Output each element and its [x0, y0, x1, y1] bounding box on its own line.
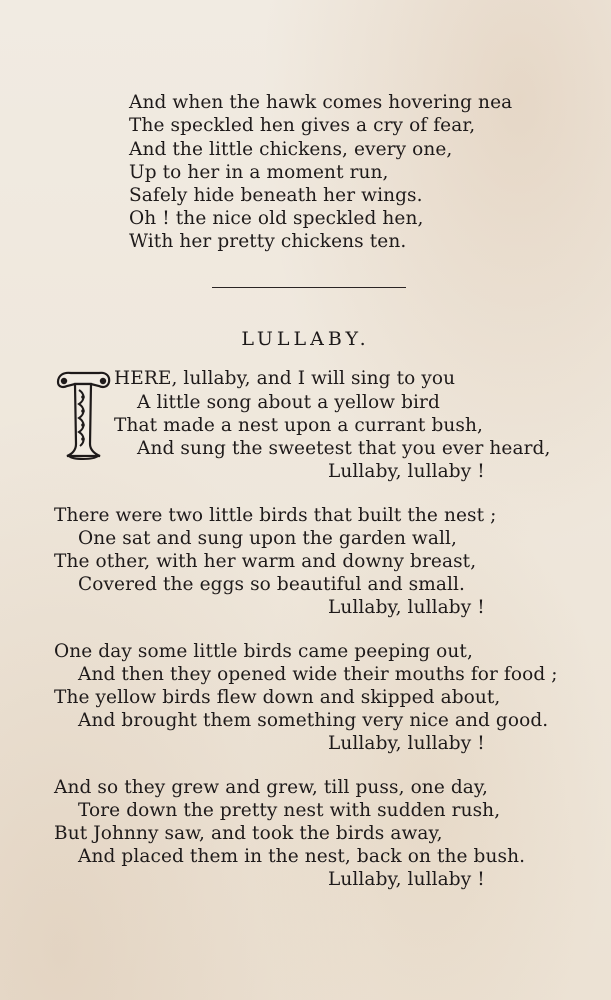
top-stanza-line-7: With her pretty chickens ten.	[129, 231, 407, 252]
top-stanza-line-2: The speckled hen gives a cry of fear,	[129, 115, 476, 136]
stanza1-line-3: That made a nest upon a currant bush,	[114, 415, 483, 436]
drop-cap-t-icon	[55, 370, 111, 462]
top-stanza-line-5: Safely hide beneath her wings.	[129, 185, 423, 206]
top-stanza-line-3: And the little chickens, every one,	[129, 139, 453, 160]
stanza4-line-4: And placed them in the nest, back on the bush.	[78, 846, 526, 867]
top-stanza-line-6: Oh ! the nice old speckled hen,	[129, 208, 424, 229]
stanza4-line-1: And so they grew and grew, till puss, one day,	[54, 777, 488, 798]
ornamental-drop-cap	[55, 370, 111, 462]
stanza3-line-4: And brought them something very nice and good.	[78, 710, 549, 731]
stanza2-line-2: One sat and sung upon the garden wall,	[78, 528, 458, 549]
stanza1-refrain: Lullaby, lullaby !	[328, 461, 485, 482]
stanza4-line-2: Tore down the pretty nest with sudden rush,	[78, 800, 501, 821]
stanza4-line-3: But Johnny saw, and took the birds away,	[54, 823, 443, 844]
stanza2-line-4: Covered the eggs so beautiful and small.	[78, 574, 465, 595]
stanza1-line-2: A little song about a yellow bird	[137, 392, 440, 413]
stanza3-line-3: The yellow birds flew down and skipped about,	[54, 687, 501, 708]
stanza3-line-1: One day some little birds came peeping out,	[54, 641, 473, 662]
stanza2-refrain: Lullaby, lullaby !	[328, 597, 485, 618]
stanza4-refrain: Lullaby, lullaby !	[328, 869, 485, 890]
stanza2-line-1: There were two little birds that built the nest ;	[54, 505, 497, 526]
top-stanza-line-4: Up to her in a moment run,	[129, 162, 389, 183]
stanza1-line-4: And sung the sweetest that you ever heard,	[137, 438, 551, 459]
stanza2-line-3: The other, with her warm and downy breast,	[54, 551, 477, 572]
stanza1-line-1: HERE, lullaby, and I will sing to you	[114, 368, 456, 389]
poem-title: LULLABY.	[241, 328, 370, 350]
stanza3-line-2: And then they opened wide their mouths for food ;	[78, 664, 558, 685]
top-stanza-line-1: And when the hawk comes hovering nea	[129, 92, 513, 113]
section-divider	[212, 287, 406, 288]
stanza3-refrain: Lullaby, lullaby !	[328, 733, 485, 754]
